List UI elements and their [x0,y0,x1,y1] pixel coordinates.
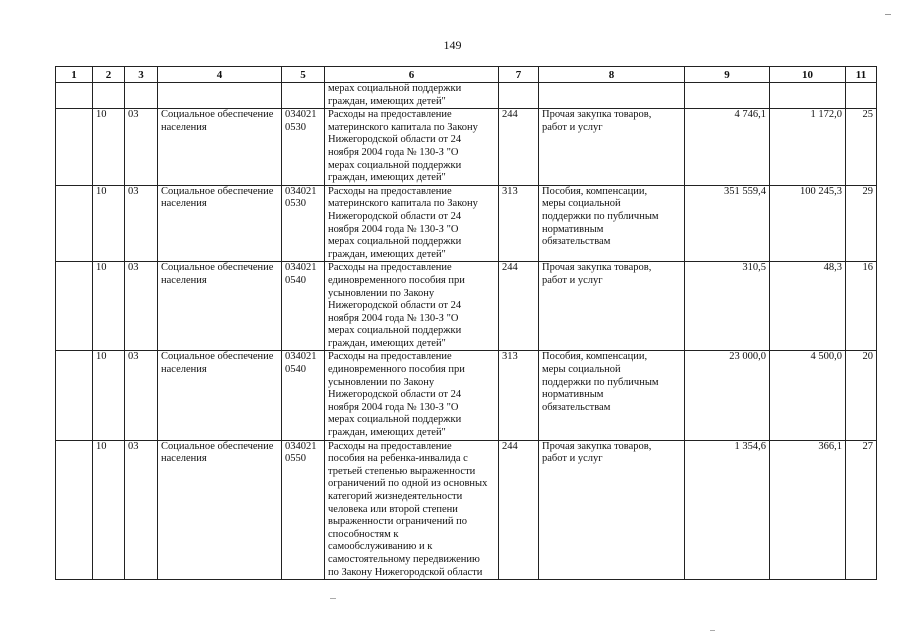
scan-speck [330,598,336,599]
table-row [56,440,877,580]
section-code: 10 [93,262,125,351]
expense-type-name: Пособия, компенсации, меры социальной поддержки по публичным нормативным обязательствам [539,185,685,262]
header-row [56,67,877,83]
section-code: 10 [93,185,125,262]
expense-type-code: 244 [499,262,539,351]
expense-type-name: Прочая закупка товаров, работ и услуг [539,440,685,580]
section-code: 10 [93,440,125,580]
expense-type-name: Пособия, компенсации, меры социальной поддержки по публичным нормативным обязательствам [539,351,685,440]
target-code: 034021 0550 [282,440,325,580]
subsection-code: 03 [125,109,158,186]
description-cell: Расходы на предоставление единовременного пособия при усыновлении по Закону Нижегородской области от 24 ноября 2004 года № 130-З "О мерах социальной поддержки граждан, имеющих детей" [325,262,499,351]
expense-type-code: 244 [499,109,539,186]
amount-col9: 1 354,6 [685,440,770,580]
scan-mark [885,14,891,15]
description-line: мерах социальной поддержки [328,83,462,94]
col-header: 4 [158,67,282,83]
percent-col11: 20 [846,351,877,440]
amount-col9: 351 559,4 [685,185,770,262]
subsection-code: 03 [125,440,158,580]
expense-type-name: Прочая закупка товаров, работ и услуг [539,262,685,351]
col-header: 2 [93,67,125,83]
description-cell: Расходы на предоставление единовременного пособия при усыновлении по Закону Нижегородской области от 24 ноября 2004 года № 130-З "О мерах социальной поддержки граждан, имеющих детей" [325,351,499,440]
col-header: 9 [685,67,770,83]
col-header: 3 [125,67,158,83]
amount-col10: 366,1 [770,440,846,580]
amount-col10: 4 500,0 [770,351,846,440]
amount-col9: 310,5 [685,262,770,351]
scan-speck [710,630,715,631]
target-code: 034021 0530 [282,185,325,262]
percent-col11: 25 [846,109,877,186]
description-cell: Расходы на предоставление пособия на ребенка-инвалида с третьей степенью выраженности ограничений по одной из основных категорий жизнедеятельности человека или второй степени выраженности ограничений по способностям к самообслуживанию и к самостоятельному передвижению по Закону Нижегородской области [325,440,499,580]
col-header: 8 [539,67,685,83]
section-code: 10 [93,351,125,440]
col-header: 1 [56,67,93,83]
subsection-code: 03 [125,185,158,262]
expense-type-name: Прочая закупка товаров, работ и услуг [539,109,685,186]
description-cell: Расходы на предоставление материнского капитала по Закону Нижегородской области от 24 ноября 2004 года № 130-З "О мерах социальной поддержки граждан, имеющих детей" [325,185,499,262]
section-code: 10 [93,109,125,186]
section-name: Социальное обеспечение населения [158,440,282,580]
table-row [56,109,877,186]
continuation-row [56,83,877,109]
percent-col11: 16 [846,262,877,351]
col-header: 6 [325,67,499,83]
description-cell: Расходы на предоставление материнского капитала по Закону Нижегородской области от 24 ноября 2004 года № 130-З "О мерах социальной поддержки граждан, имеющих детей" [325,109,499,186]
table-row [56,351,877,440]
amount-col10: 1 172,0 [770,109,846,186]
col-header: 11 [846,67,877,83]
table-row [56,262,877,351]
subsection-code: 03 [125,351,158,440]
col-header: 5 [282,67,325,83]
amount-col10: 100 245,3 [770,185,846,262]
target-code: 034021 0540 [282,351,325,440]
target-code: 034021 0540 [282,262,325,351]
table-row [56,185,877,262]
target-code: 034021 0530 [282,109,325,186]
description-line: граждан, имеющих детей" [328,95,446,107]
section-name: Социальное обеспечение населения [158,351,282,440]
subsection-code: 03 [125,262,158,351]
section-name: Социальное обеспечение населения [158,262,282,351]
expense-type-code: 313 [499,185,539,262]
amount-col9: 4 746,1 [685,109,770,186]
budget-table [55,66,877,580]
percent-col11: 29 [846,185,877,262]
expense-type-code: 313 [499,351,539,440]
page-number: 149 [443,38,462,52]
section-name: Социальное обеспечение населения [158,185,282,262]
description-cell [325,83,499,109]
amount-col10: 48,3 [770,262,846,351]
expense-type-code: 244 [499,440,539,580]
col-header: 10 [770,67,846,83]
percent-col11: 27 [846,440,877,580]
section-name: Социальное обеспечение населения [158,109,282,186]
col-header: 7 [499,67,539,83]
amount-col9: 23 000,0 [685,351,770,440]
